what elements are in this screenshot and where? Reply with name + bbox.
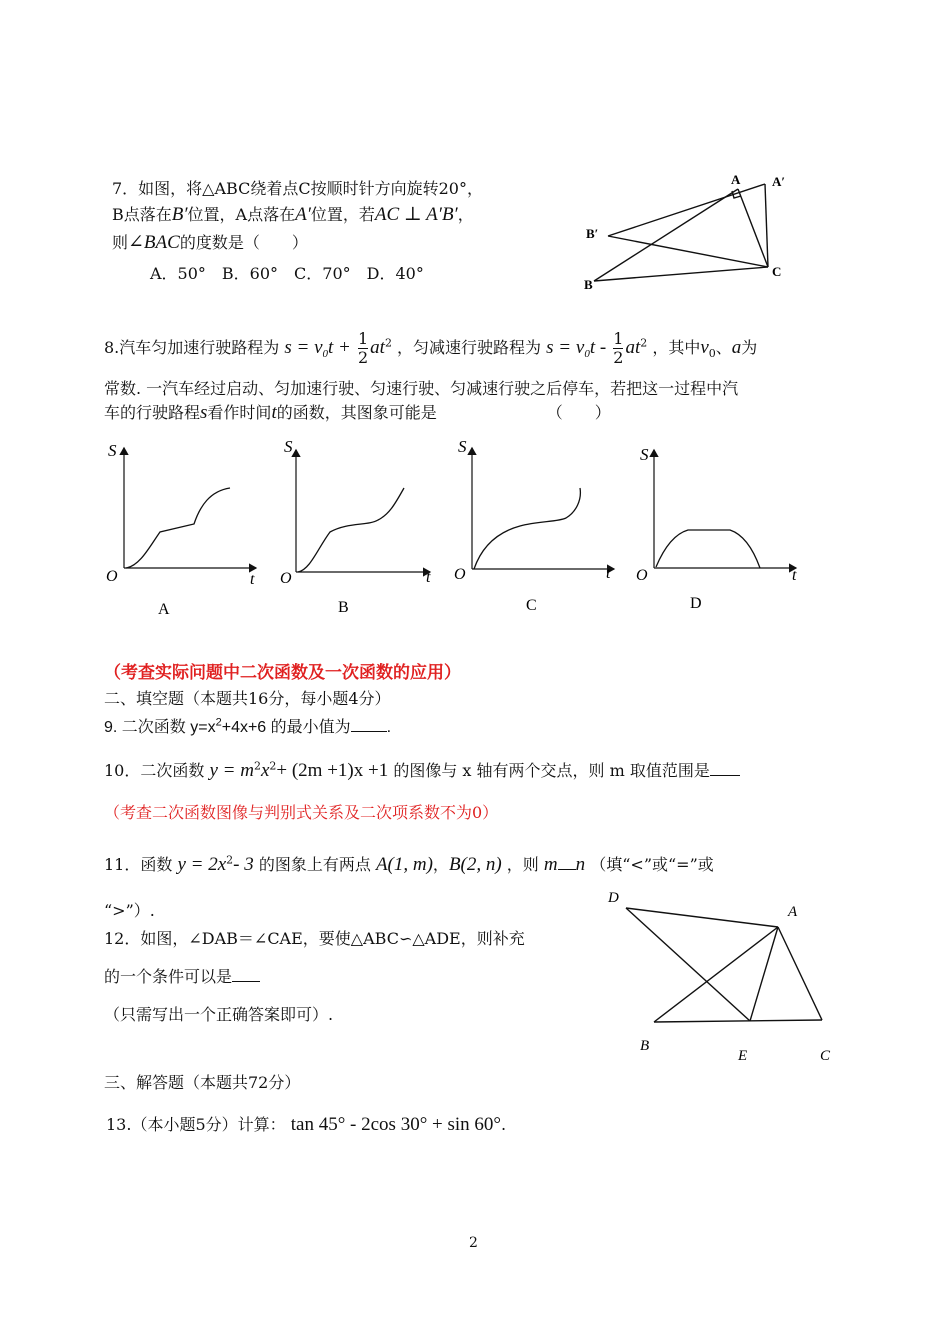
graph-D-s-label: S xyxy=(640,445,649,464)
q12-similar-triangles-figure xyxy=(600,884,850,1074)
graph-C-s-label: S xyxy=(458,437,467,456)
graph-B-s-label: S xyxy=(284,437,293,456)
q13: 13.（本小题5分）计算： tan 45° - 2cos 30° + sin 60°. xyxy=(106,1114,507,1135)
q11-line1: 11．函数 $y = 2x^2-$ 3 的图象上有两点 A(1, m)，B(2, n) ，则 m n （填“<”或“=”或 xyxy=(104,853,714,875)
q12-label-E: E xyxy=(738,1048,748,1064)
graph-A-origin: O xyxy=(106,568,118,585)
graph-C-label: C xyxy=(526,597,537,614)
graph-A-t-label: t xyxy=(250,571,255,588)
q12-line2: 的一个条件可以是 xyxy=(104,964,260,987)
graph-A-label: A xyxy=(158,601,170,618)
q10: 10．二次函数 $y = m^2x^2+ (2m +1)x +1$ 的图像与 x 轴有两个交点，则 m 取值范围是 xyxy=(104,758,740,782)
q8-line2: 常数. 一汽车经过启动、匀加速行驶、匀速行驶、匀减速行驶之后停车，若把这一过程中汽 xyxy=(104,379,739,398)
q12-line1: 12．如图，∠DAB＝∠CAE，要使△ABC∽△ADE，则补充 xyxy=(104,929,525,948)
graph-D-t-label: t xyxy=(792,567,797,584)
graph-D-label: D xyxy=(690,595,702,612)
graph-B-label: B xyxy=(338,599,349,616)
q7-label-Aprime: A′ xyxy=(772,174,786,189)
q7-label-Bprime: B′ xyxy=(586,226,599,241)
q8-line3: 车的行驶路程s看作时间t的函数，其图象可能是 （ ） xyxy=(104,402,611,423)
note-q10-topic: （考查二次函数图像与判别式关系及二次项系数不为0） xyxy=(104,803,499,822)
q7-line2: B点落在B′位置，A点落在A′位置，若AC ⊥ A′B′， xyxy=(112,204,474,225)
q8-line1: 8.汽车匀加速行驶路程为 $s = v_0t$ + $\frac{1}{2}$ $at^2$ ，匀减速行驶路程为 $s = v_0t$ - $\frac{1}{2}$ $at^2$ ，其中$v_0$、a为 xyxy=(104,329,758,367)
graph-B-t-label: t xyxy=(426,569,431,586)
q12-label-B: B xyxy=(640,1038,650,1054)
page-number: 2 xyxy=(469,1235,478,1251)
graph-C-t-label: t xyxy=(606,565,611,582)
q7-label-C: C xyxy=(772,264,782,279)
graph-A-s-label: S xyxy=(108,441,117,460)
q12-label-A: A xyxy=(788,904,798,920)
note-q8-topic: （考查实际问题中二次函数及一次函数的应用） xyxy=(104,663,461,683)
q12-label-C: C xyxy=(820,1048,831,1064)
graph-D-origin: O xyxy=(636,567,648,584)
q7-label-A: A xyxy=(731,172,741,187)
q12-label-D: D xyxy=(608,890,619,906)
q7-line1: 7．如图，将△ABC绕着点C按顺时针方向旋转20°， xyxy=(112,179,483,198)
q7-options: A．50° B．60° C．70° D．40° xyxy=(150,264,424,283)
q12-line3: （只需写出一个正确答案即可）. xyxy=(104,1005,334,1024)
q9: 9. 二次函数 $y=x^2+4x+6$ 的最小值为 . xyxy=(104,716,392,736)
graph-C-origin: O xyxy=(454,566,466,583)
q8-graph-C xyxy=(448,436,623,626)
q7-label-B: B xyxy=(584,277,593,292)
q7-rotation-figure xyxy=(580,168,800,293)
q7-line3: 则∠BAC的度数是（ ） xyxy=(112,232,308,253)
q8-graph-D xyxy=(630,436,805,626)
section3-heading: 三、解答题（本题共72分） xyxy=(104,1073,301,1092)
section2-heading: 二、填空题（本题共16分，每小题4分） xyxy=(104,689,391,708)
graph-B-origin: O xyxy=(280,570,292,587)
q11-line2: “>”）. xyxy=(104,901,155,920)
q8-graph-A xyxy=(100,436,270,626)
q8-graph-B xyxy=(278,436,448,626)
